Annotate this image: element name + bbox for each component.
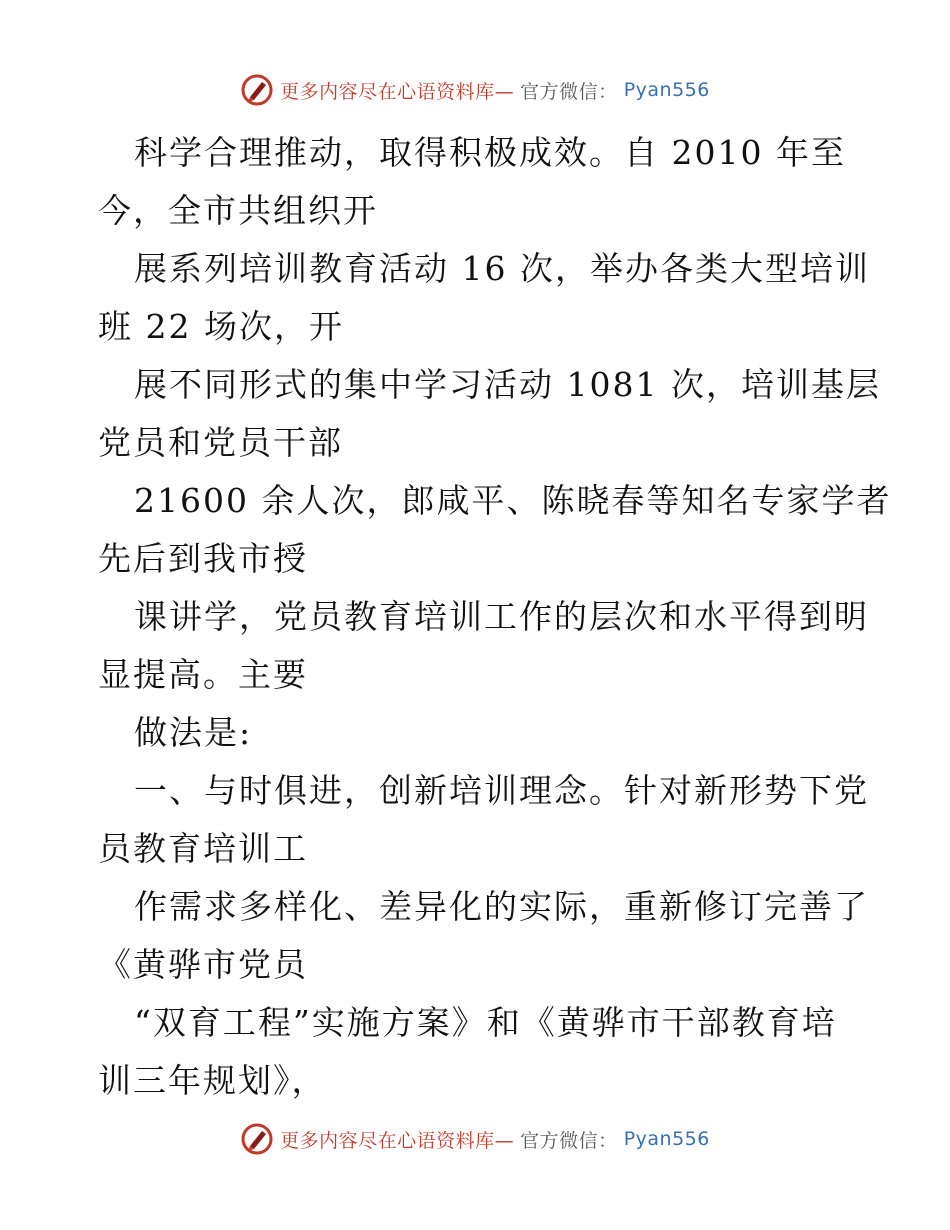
banner-wechat-label: 官方微信： bbox=[520, 1129, 618, 1152]
body-line: “双育工程”实施方案》和《黄骅市干部教育培 bbox=[134, 1003, 837, 1042]
footer-watermark-banner bbox=[0, 1119, 950, 1159]
body-line: 课讲学，党员教育培训工作的层次和水平得到明 bbox=[134, 597, 869, 636]
body-line: 今，全市共组织开 bbox=[98, 191, 378, 230]
body-line: 员教育培训工 bbox=[98, 829, 308, 868]
banner-wechat-id: Pyan556 bbox=[623, 1128, 710, 1150]
body-line: 做法是: bbox=[134, 713, 253, 752]
body-line: 展系列培训教育活动 16 次，举办各类大型培训 bbox=[134, 249, 870, 288]
banner-text: 更多内容尽在心语资料库— bbox=[280, 1129, 515, 1152]
body-line: 展不同形式的集中学习活动 1081 次，培训基层 bbox=[134, 365, 881, 404]
body-line: 作需求多样化、差异化的实际，重新修订完善了 bbox=[134, 887, 869, 926]
body-line: 一、与时俱进，创新培训理念。针对新形势下党 bbox=[134, 771, 869, 810]
document-body bbox=[98, 124, 892, 1110]
body-line: 显提高。主要 bbox=[98, 655, 308, 694]
body-line: 科学合理推动，取得积极成效。自 2010 年至 bbox=[134, 133, 846, 172]
pen-logo-icon bbox=[240, 73, 274, 107]
header-watermark-banner bbox=[0, 70, 950, 110]
body-line: 班 22 场次，开 bbox=[98, 307, 344, 346]
body-line: 先后到我市授 bbox=[98, 539, 308, 578]
body-line: 训三年规划》， bbox=[98, 1061, 327, 1100]
body-line: 党员和党员干部 bbox=[98, 423, 343, 462]
pen-logo-icon bbox=[240, 1122, 274, 1156]
banner-wechat-label: 官方微信： bbox=[520, 80, 618, 103]
body-line: 21600 余人次，郎咸平、陈晓春等知名专家学者 bbox=[134, 481, 892, 520]
banner-text: 更多内容尽在心语资料库— bbox=[280, 80, 515, 103]
body-line: 《黄骅市党员 bbox=[98, 945, 308, 984]
banner-wechat-id: Pyan556 bbox=[623, 79, 710, 101]
